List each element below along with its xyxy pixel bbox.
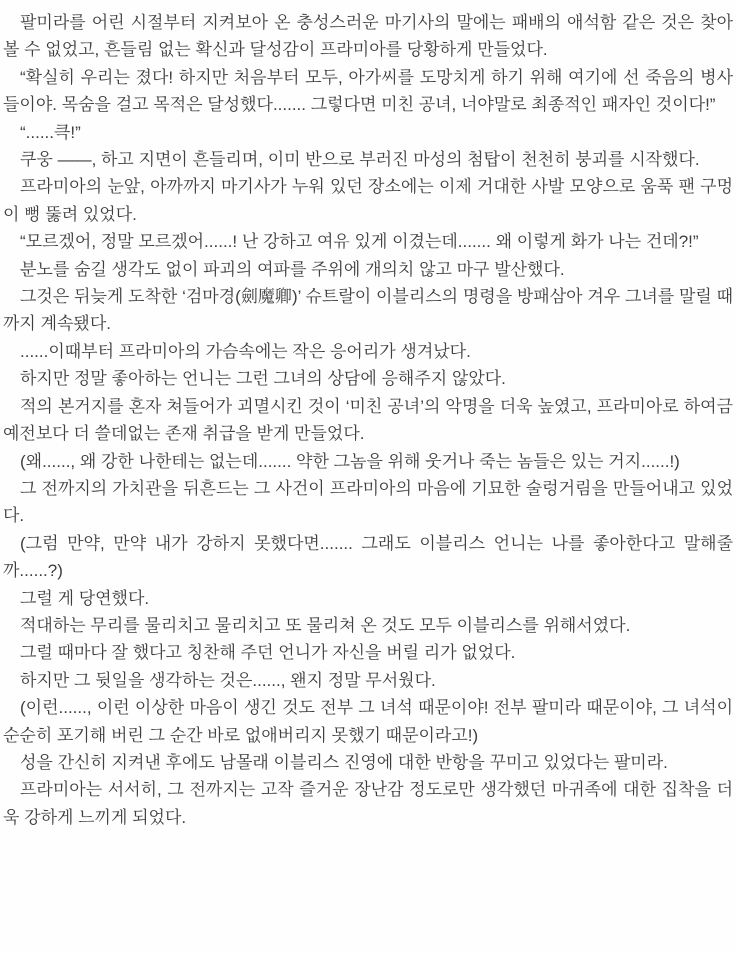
paragraph: 적의 본거지를 혼자 쳐들어가 괴멸시킨 것이 ‘미친 공녀’의 악명을 더욱 높였고, 프라미아로 하여금 예전보다 더 쓸데없는 존재 취급을 받게 만들었다. (3, 396, 733, 444)
paragraph: 그 전까지의 가치관을 뒤흔드는 그 사건이 프라미아의 마음에 기묘한 술렁거림을 만들어내고 있었다. (3, 478, 733, 526)
paragraph: 분노를 숨길 생각도 없이 파괴의 여파를 주위에 개의치 않고 마구 발산했다. (20, 259, 565, 279)
paragraph: 팔미라를 어린 시절부터 지켜보아 온 충성스러운 마기사의 말에는 패배의 애석함 같은 것은 찾아볼 수 없었고, 흔들림 없는 확신과 달성감이 프라미아를 당황하게 만들었다. (3, 13, 733, 60)
paragraph: 그럴 때마다 잘 했다고 칭찬해 주던 언니가 자신을 버릴 리가 없었다. (20, 643, 516, 663)
paragraph: 그것은 뒤늦게 도착한 ‘검마경(劍魔卿)’ 슈트랄이 이블리스의 명령을 방패삼아 겨우 그녀를 말릴 때까지 계속됐다. (3, 287, 733, 334)
paragraph-dialogue: “확실히 우리는 졌다! 하지만 처음부터 모두, 아가씨를 도망치게 하기 위해 여기에 선 죽음의 병사들이야. 목숨을 걸고 목적은 달성했다....... 그렇다면 미친 공녀, 너야말로 최종적인 패자인 것이다!” (3, 67, 733, 115)
paragraph-inner-thought: (이런......, 이런 이상한 마음이 생긴 것도 전부 그 녀석 때문이야! 전부 팔미라 때문이야, 그 녀석이 순순히 포기해 버린 그 순간 바로 없애버리지 못했기 때문이라고!) (3, 698, 733, 745)
paragraph: 그럴 게 당연했다. (20, 588, 150, 608)
paragraph: ......이때부터 프라미아의 가슴속에는 작은 응어리가 생겨났다. (20, 341, 471, 361)
paragraph: 프라미아의 눈앞, 아까까지 마기사가 누워 있던 장소에는 이제 거대한 사발 모양으로 움푹 팬 구멍이 뻥 뚫려 있었다. (3, 177, 733, 224)
paragraph: 성을 간신히 지켜낸 후에도 남몰래 이블리스 진영에 대한 반항을 꾸미고 있었다는 팔미라. (20, 752, 668, 772)
paragraph-dialogue: “......큭!” (20, 122, 81, 142)
paragraph: 쿠웅 ——, 하고 지면이 흔들리며, 이미 반으로 부러진 마성의 첨탑이 천천히 붕괴를 시작했다. (20, 150, 700, 170)
paragraph: 하지만 그 뒷일을 생각하는 것은......, 왠지 정말 무서웠다. (20, 670, 436, 690)
paragraph-inner-thought: (왜......, 왜 강한 나한테는 없는데....... 약한 그놈을 위해 웃거나 죽는 놈들은 있는 거지......!) (20, 451, 680, 471)
paragraph: 프라미아는 서서히, 그 전까지는 고작 즐거운 장난감 정도로만 생각했던 마귀족에 대한 집착을 더욱 강하게 느끼게 되었다. (3, 780, 733, 827)
paragraph: 하지만 정말 좋아하는 언니는 그런 그녀의 상담에 응해주지 않았다. (20, 369, 506, 389)
paragraph-dialogue: “모르겠어, 정말 모르겠어......! 난 강하고 여유 있게 이겼는데....... 왜 이렇게 화가 나는 건데?!” (20, 232, 699, 252)
paragraph: 적대하는 무리를 물리치고 물리치고 또 물리쳐 온 것도 모두 이블리스를 위해서였다. (20, 615, 631, 635)
paragraph-inner-thought: (그럼 만약, 만약 내가 강하지 못했다면....... 그래도 이블리스 언니는 나를 좋아한다고 말해줄까......?) (3, 533, 733, 581)
